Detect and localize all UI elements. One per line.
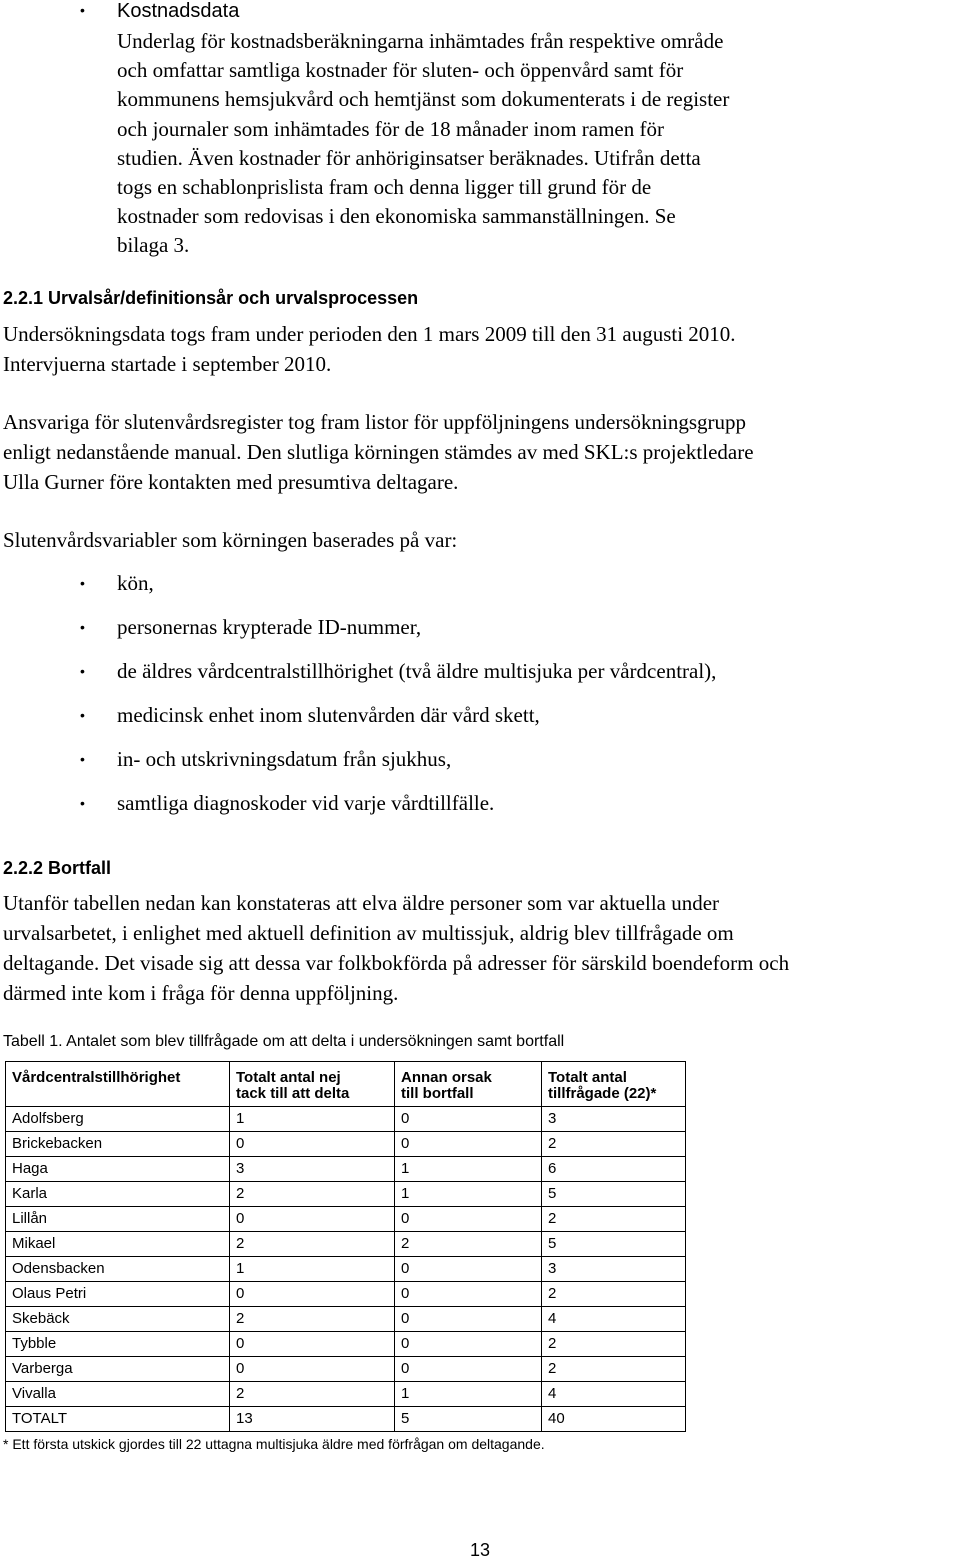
header-cell <box>542 1062 686 1107</box>
table-cell: 0 <box>230 1132 395 1157</box>
table-row <box>6 1282 686 1307</box>
table-cell: 1 <box>395 1157 542 1182</box>
table-cell: 2 <box>230 1307 395 1332</box>
list-item-text: in- och utskrivningsdatum från sjukhus, <box>117 747 452 771</box>
table-cell: 2 <box>230 1232 395 1257</box>
table-cell: 0 <box>230 1207 395 1232</box>
table-cell: 2 <box>542 1357 686 1382</box>
header-cell <box>230 1062 395 1107</box>
table-cell: 4 <box>542 1382 686 1407</box>
list-item-text: personernas krypterade ID-nummer, <box>117 615 422 639</box>
table-cell: 3 <box>230 1157 395 1182</box>
page-number: 13 <box>470 1540 491 1560</box>
table-row <box>6 1357 686 1382</box>
table-row <box>6 1232 686 1257</box>
table-row <box>6 1157 686 1182</box>
bullet-icon: • <box>80 751 85 767</box>
header-line: Totalt antal <box>548 1069 627 1086</box>
table-header-row <box>6 1062 686 1107</box>
header-line: tack till att delta <box>236 1085 350 1102</box>
bullet-icon: • <box>80 2 85 18</box>
text-line: studien. Även kostnader för anhöriginsatser beräknades. Utifrån detta <box>117 145 701 170</box>
header-cell <box>395 1062 542 1107</box>
table-cell: 2 <box>230 1382 395 1407</box>
table-cell: 0 <box>230 1332 395 1357</box>
table-cell: Karla <box>6 1182 230 1207</box>
table-cell: 2 <box>230 1182 395 1207</box>
table-cell: Mikael <box>6 1232 230 1257</box>
list-item-text: de äldres vårdcentralstillhörighet (två äldre multisjuka per vårdcentral), <box>117 659 717 683</box>
table-cell: 1 <box>230 1107 395 1132</box>
table-cell: Odensbacken <box>6 1257 230 1282</box>
text-line: enligt nedanstående manual. Den slutliga körningen stämdes av med SKL:s projektledare <box>3 440 754 464</box>
table-cell: Varberga <box>6 1357 230 1382</box>
header-line: Annan orsak <box>401 1069 492 1086</box>
section-221-paragraph-2 <box>3 407 958 497</box>
table-cell: 0 <box>395 1107 542 1132</box>
table-row <box>6 1107 686 1132</box>
table-body <box>6 1107 686 1432</box>
text-line: och journaler som inhämtades för de 18 månader inom ramen för <box>117 116 664 141</box>
list-item-text: medicinsk enhet inom slutenvården där vård skett, <box>117 703 540 727</box>
table-cell: 0 <box>395 1332 542 1357</box>
table-cell: Tybble <box>6 1332 230 1357</box>
text-line: Ansvariga för slutenvårdsregister tog fram listor för uppföljningens undersökningsgrupp <box>3 410 747 434</box>
table-row <box>6 1307 686 1332</box>
section-221-paragraph-3: Slutenvårdsvariabler som körningen baserades på var: <box>3 528 458 552</box>
list-item <box>0 656 900 700</box>
header-line: tillfrågade (22)* <box>548 1085 657 1102</box>
table-cell: 1 <box>395 1182 542 1207</box>
kostnadsdata-heading: Kostnadsdata <box>117 0 240 22</box>
table-cell: 0 <box>395 1257 542 1282</box>
table-cell: TOTALT <box>6 1407 230 1432</box>
list-item-text: kön, <box>117 571 154 595</box>
table-cell: 2 <box>542 1132 686 1157</box>
table-cell: Olaus Petri <box>6 1282 230 1307</box>
table-row <box>6 1182 686 1207</box>
bullet-icon: • <box>80 663 85 679</box>
list-item <box>0 744 900 788</box>
table-row <box>6 1132 686 1157</box>
table-cell: 3 <box>542 1107 686 1132</box>
text-line: Undersökningsdata togs fram under perioden den 1 mars 2009 till den 31 augusti 2010. <box>3 322 736 346</box>
table-cell: 5 <box>395 1407 542 1432</box>
table-cell: 1 <box>395 1382 542 1407</box>
bullet-icon: • <box>80 575 85 591</box>
table-footnote: * Ett första utskick gjordes till 22 uttagna multisjuka äldre med förfrågan om deltagande. <box>3 1436 545 1452</box>
section-221-heading: 2.2.1 Urvalsår/definitionsår och urvalsprocessen <box>3 288 419 308</box>
variables-list <box>0 568 900 832</box>
section-222-heading: 2.2.2 Bortfall <box>3 858 112 878</box>
list-item <box>0 788 900 832</box>
text-line: urvalsarbetet, i enlighet med aktuell definition av multissjuk, aldrig blev tillfrågade om <box>3 921 734 945</box>
table-cell: 0 <box>395 1357 542 1382</box>
table-cell: Adolfsberg <box>6 1107 230 1132</box>
table-cell: 0 <box>395 1307 542 1332</box>
text-line: Intervjuerna startade i september 2010. <box>3 352 332 376</box>
table-cell: 1 <box>230 1257 395 1282</box>
table-row <box>6 1207 686 1232</box>
table-cell: 2 <box>395 1232 542 1257</box>
text-line: kostnader som redovisas i den ekonomiska sammanställningen. Se <box>117 204 676 229</box>
header-line: Vårdcentralstillhörighet <box>12 1069 181 1086</box>
list-item <box>0 612 900 656</box>
table-cell: 0 <box>395 1132 542 1157</box>
table-cell: 0 <box>395 1207 542 1232</box>
table-cell: 5 <box>542 1182 686 1207</box>
table-caption: Tabell 1. Antalet som blev tillfrågade om att delta i undersökningen samt bortfall <box>3 1033 565 1050</box>
bortfall-table <box>5 1061 686 1432</box>
table-cell: 13 <box>230 1407 395 1432</box>
table-row <box>6 1257 686 1282</box>
text-line: deltagande. Det visade sig att dessa var folkbokförda på adresser för särskild boendeform och <box>3 951 790 975</box>
bullet-icon: • <box>80 619 85 635</box>
list-item <box>0 700 900 744</box>
table-cell: 3 <box>542 1257 686 1282</box>
section-222-paragraph <box>3 888 958 1008</box>
table-row <box>6 1382 686 1407</box>
table-cell: Haga <box>6 1157 230 1182</box>
text-line: bilaga 3. <box>117 233 190 258</box>
text-line: Ulla Gurner före kontakten med presumtiva deltagare. <box>3 470 459 494</box>
table-cell: 0 <box>230 1357 395 1382</box>
table-cell: 5 <box>542 1232 686 1257</box>
table-cell: 2 <box>542 1282 686 1307</box>
table-cell: Brickebacken <box>6 1132 230 1157</box>
table-cell: 4 <box>542 1307 686 1332</box>
text-line: Underlag för kostnadsberäkningarna inhämtades från respektive område <box>117 29 724 53</box>
text-line: och omfattar samtliga kostnader för sluten- och öppenvård samt för <box>117 58 684 83</box>
text-line: Utanför tabellen nedan kan konstateras att elva äldre personer som var aktuella under <box>3 891 720 915</box>
list-item-text: samtliga diagnoskoder vid varje vårdtillfälle. <box>117 791 495 815</box>
text-line: därmed inte kom i fråga för denna uppföljning. <box>3 981 399 1005</box>
header-line: till bortfall <box>401 1085 474 1102</box>
table-cell: Skebäck <box>6 1307 230 1332</box>
table-cell: 40 <box>542 1407 686 1432</box>
table-cell: Lillån <box>6 1207 230 1232</box>
table-cell: 0 <box>395 1282 542 1307</box>
bullet-icon: • <box>80 707 85 723</box>
kostnadsdata-paragraph <box>117 27 837 261</box>
table-cell: Vivalla <box>6 1382 230 1407</box>
bullet-icon: • <box>80 795 85 811</box>
table-cell: 2 <box>542 1332 686 1357</box>
table-row <box>6 1332 686 1357</box>
text-line: togs en schablonprislista fram och denna ligger till grund för de <box>117 175 652 200</box>
section-221-paragraph-1 <box>3 319 958 379</box>
header-line: Totalt antal nej <box>236 1069 341 1086</box>
table-cell: 6 <box>542 1157 686 1182</box>
header-cell <box>6 1062 230 1107</box>
list-item <box>0 568 900 612</box>
table-cell: 0 <box>230 1282 395 1307</box>
table-cell: 2 <box>542 1207 686 1232</box>
text-line: kommunens hemsjukvård och hemtjänst som dokumenterats i de register <box>117 87 730 112</box>
table-row <box>6 1407 686 1432</box>
